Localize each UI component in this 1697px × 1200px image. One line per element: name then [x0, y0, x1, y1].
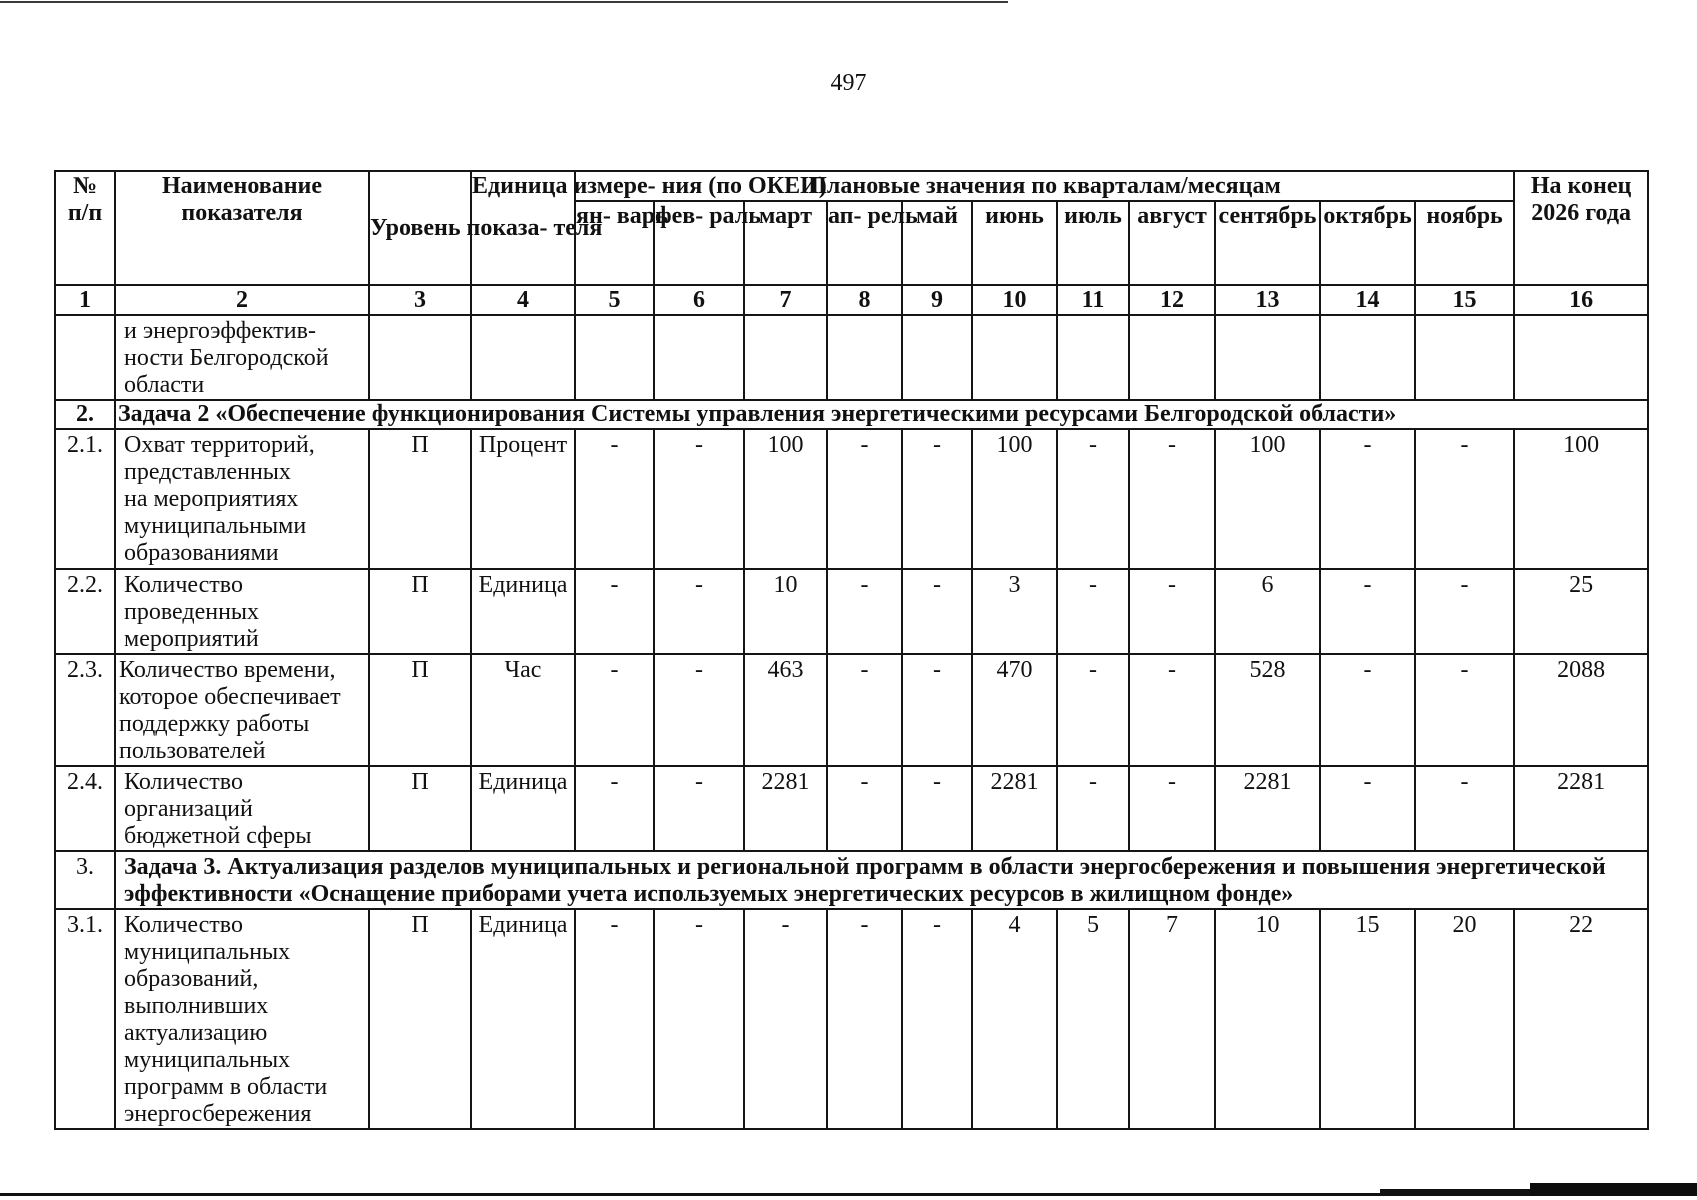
row-2-3-unit: Час	[471, 654, 575, 766]
row-2-4-august: -	[1129, 766, 1215, 851]
indicators-table	[54, 170, 1649, 1130]
row-2-3-june: 470	[972, 654, 1057, 766]
row-2-4-september: 2281	[1215, 766, 1320, 851]
header-month-july: июль	[1057, 201, 1129, 285]
row-2-3-april: -	[827, 654, 902, 766]
row-3-1-march: -	[744, 909, 827, 1129]
row-3-1-august: 7	[1129, 909, 1215, 1129]
row-2-4-january: -	[575, 766, 654, 851]
row-2-2-september: 6	[1215, 569, 1320, 654]
table-row-3-1	[55, 909, 1648, 1129]
row-3-1-november: 20	[1415, 909, 1514, 1129]
column-number-9: 9	[902, 285, 972, 315]
column-number-11: 11	[1057, 285, 1129, 315]
scan-edge-bottom-mid	[1380, 1189, 1540, 1196]
row-3-1-june: 4	[972, 909, 1057, 1129]
empty-cell	[471, 315, 575, 400]
row-2-4-april: -	[827, 766, 902, 851]
row-2-1-march: 100	[744, 429, 827, 569]
empty-cell	[1415, 315, 1514, 400]
column-number-16: 16	[1514, 285, 1648, 315]
row-2-3-november: -	[1415, 654, 1514, 766]
row-2-2-july: -	[1057, 569, 1129, 654]
row-3-1-april: -	[827, 909, 902, 1129]
header-month-august: август	[1129, 201, 1215, 285]
header-month-march: март	[744, 201, 827, 285]
row-2-2-march: 10	[744, 569, 827, 654]
header-end-of-2026: На конец 2026 года	[1514, 171, 1648, 285]
row-2-2-may: -	[902, 569, 972, 654]
page-number: 497	[830, 70, 867, 96]
scan-edge-top	[0, 1, 1008, 3]
row-3-1-number: 3.1.	[55, 909, 115, 1129]
row-2-2-february: -	[654, 569, 744, 654]
row-2-2-june: 3	[972, 569, 1057, 654]
row-3-1-september: 10	[1215, 909, 1320, 1129]
row-2-2-number: 2.2.	[55, 569, 115, 654]
header-planned-values: Плановые значения по кварталам/месяцам	[575, 171, 1514, 201]
row-2-2-april: -	[827, 569, 902, 654]
empty-cell	[1514, 315, 1648, 400]
table-row-2-3	[55, 654, 1648, 766]
row-2-4-july: -	[1057, 766, 1129, 851]
row-2-3-name: Количество времени, которое обеспечивает поддержку работы пользователей	[115, 654, 369, 766]
row-2-2-august: -	[1129, 569, 1215, 654]
row-2-2-level: П	[369, 569, 471, 654]
column-number-7: 7	[744, 285, 827, 315]
header-month-may: май	[902, 201, 972, 285]
row-3-1-february: -	[654, 909, 744, 1129]
column-number-2: 2	[115, 285, 369, 315]
row-2-1-end-of-2026: 100	[1514, 429, 1648, 569]
row-2-4-november: -	[1415, 766, 1514, 851]
row-3-1-january: -	[575, 909, 654, 1129]
row-2-3-number: 2.3.	[55, 654, 115, 766]
column-number-15: 15	[1415, 285, 1514, 315]
column-number-5: 5	[575, 285, 654, 315]
empty-cell	[369, 315, 471, 400]
table-row-task-2	[55, 400, 1648, 429]
row-2-2-unit: Единица	[471, 569, 575, 654]
column-number-3: 3	[369, 285, 471, 315]
column-number-8: 8	[827, 285, 902, 315]
header-number: № п/п	[55, 171, 115, 285]
row-2-1-may: -	[902, 429, 972, 569]
row-2-4-may: -	[902, 766, 972, 851]
task-2-title: Задача 2 «Обеспечение функционирования Системы управления энергетическими ресурсами Белгородской области»	[115, 400, 1648, 429]
row-2-3-january: -	[575, 654, 654, 766]
row-2-1-august: -	[1129, 429, 1215, 569]
row-2-3-october: -	[1320, 654, 1415, 766]
row-2-2-name: Количество проведенных мероприятий	[115, 569, 369, 654]
row-2-4-october: -	[1320, 766, 1415, 851]
task-3-number: 3.	[55, 851, 115, 909]
empty-cell	[55, 315, 115, 400]
continuation-name: и энергоэффектив- ности Белгородской области	[115, 315, 369, 400]
header-indicator-name: Наименование показателя	[115, 171, 369, 285]
row-2-4-level: П	[369, 766, 471, 851]
row-3-1-october: 15	[1320, 909, 1415, 1129]
table-row-2-1	[55, 429, 1648, 569]
header-month-november: ноябрь	[1415, 201, 1514, 285]
task-2-number: 2.	[55, 400, 115, 429]
row-3-1-may: -	[902, 909, 972, 1129]
header-unit-of-measure: Единица измере- ния (по ОКЕИ)	[471, 171, 575, 285]
row-2-4-name: Количество организаций бюджетной сферы	[115, 766, 369, 851]
row-2-4-unit: Единица	[471, 766, 575, 851]
column-number-12: 12	[1129, 285, 1215, 315]
row-2-1-level: П	[369, 429, 471, 569]
empty-cell	[827, 315, 902, 400]
row-2-2-end-of-2026: 25	[1514, 569, 1648, 654]
column-number-13: 13	[1215, 285, 1320, 315]
header-row-1	[55, 171, 1648, 201]
column-number-14: 14	[1320, 285, 1415, 315]
table-row-continuation	[55, 315, 1648, 400]
row-2-1-june: 100	[972, 429, 1057, 569]
row-2-4-june: 2281	[972, 766, 1057, 851]
column-number-1: 1	[55, 285, 115, 315]
row-2-1-july: -	[1057, 429, 1129, 569]
row-2-2-october: -	[1320, 569, 1415, 654]
row-2-1-unit: Процент	[471, 429, 575, 569]
table-row-task-3	[55, 851, 1648, 909]
empty-cell	[575, 315, 654, 400]
row-2-1-september: 100	[1215, 429, 1320, 569]
column-number-6: 6	[654, 285, 744, 315]
empty-cell	[1320, 315, 1415, 400]
row-2-1-january: -	[575, 429, 654, 569]
row-2-3-march: 463	[744, 654, 827, 766]
row-2-3-level: П	[369, 654, 471, 766]
row-3-1-end-of-2026: 22	[1514, 909, 1648, 1129]
row-2-4-march: 2281	[744, 766, 827, 851]
row-2-3-end-of-2026: 2088	[1514, 654, 1648, 766]
empty-cell	[902, 315, 972, 400]
header-month-june: июнь	[972, 201, 1057, 285]
row-2-1-november: -	[1415, 429, 1514, 569]
row-3-1-july: 5	[1057, 909, 1129, 1129]
empty-cell	[1215, 315, 1320, 400]
row-3-1-name: Количество муниципальных образований, выполнивших актуализацию муниципальных программ в области энергосбережения	[115, 909, 369, 1129]
row-3-1-unit: Единица	[471, 909, 575, 1129]
header-month-february: фев- раль	[654, 201, 744, 285]
header-indicator-level: Уровень показа- теля	[369, 171, 471, 285]
column-numbers-row	[55, 285, 1648, 315]
column-number-10: 10	[972, 285, 1057, 315]
empty-cell	[1057, 315, 1129, 400]
row-2-2-november: -	[1415, 569, 1514, 654]
row-2-3-september: 528	[1215, 654, 1320, 766]
header-month-september: сентябрь	[1215, 201, 1320, 285]
scan-edge-bottom-right	[1530, 1183, 1697, 1196]
row-3-1-level: П	[369, 909, 471, 1129]
row-2-3-february: -	[654, 654, 744, 766]
empty-cell	[744, 315, 827, 400]
row-2-3-may: -	[902, 654, 972, 766]
row-2-1-october: -	[1320, 429, 1415, 569]
row-2-4-end-of-2026: 2281	[1514, 766, 1648, 851]
header-month-april: ап- рель	[827, 201, 902, 285]
header-month-october: октябрь	[1320, 201, 1415, 285]
row-2-3-july: -	[1057, 654, 1129, 766]
row-2-1-february: -	[654, 429, 744, 569]
header-month-january: ян- варь	[575, 201, 654, 285]
empty-cell	[972, 315, 1057, 400]
row-2-4-february: -	[654, 766, 744, 851]
empty-cell	[654, 315, 744, 400]
row-2-1-name: Охват территорий, представленных на мероприятиях муниципальными образованиями	[115, 429, 369, 569]
row-2-3-august: -	[1129, 654, 1215, 766]
column-number-4: 4	[471, 285, 575, 315]
row-2-2-january: -	[575, 569, 654, 654]
task-3-title: Задача 3. Актуализация разделов муниципальных и региональной программ в области энергосбережения и повышения энергетической эффективности «Оснащение приборами учета используемых энергетических ресурсов в жилищном фонде»	[115, 851, 1648, 909]
row-2-1-number: 2.1.	[55, 429, 115, 569]
row-2-4-number: 2.4.	[55, 766, 115, 851]
table-row-2-4	[55, 766, 1648, 851]
empty-cell	[1129, 315, 1215, 400]
table-row-2-2	[55, 569, 1648, 654]
row-2-1-april: -	[827, 429, 902, 569]
